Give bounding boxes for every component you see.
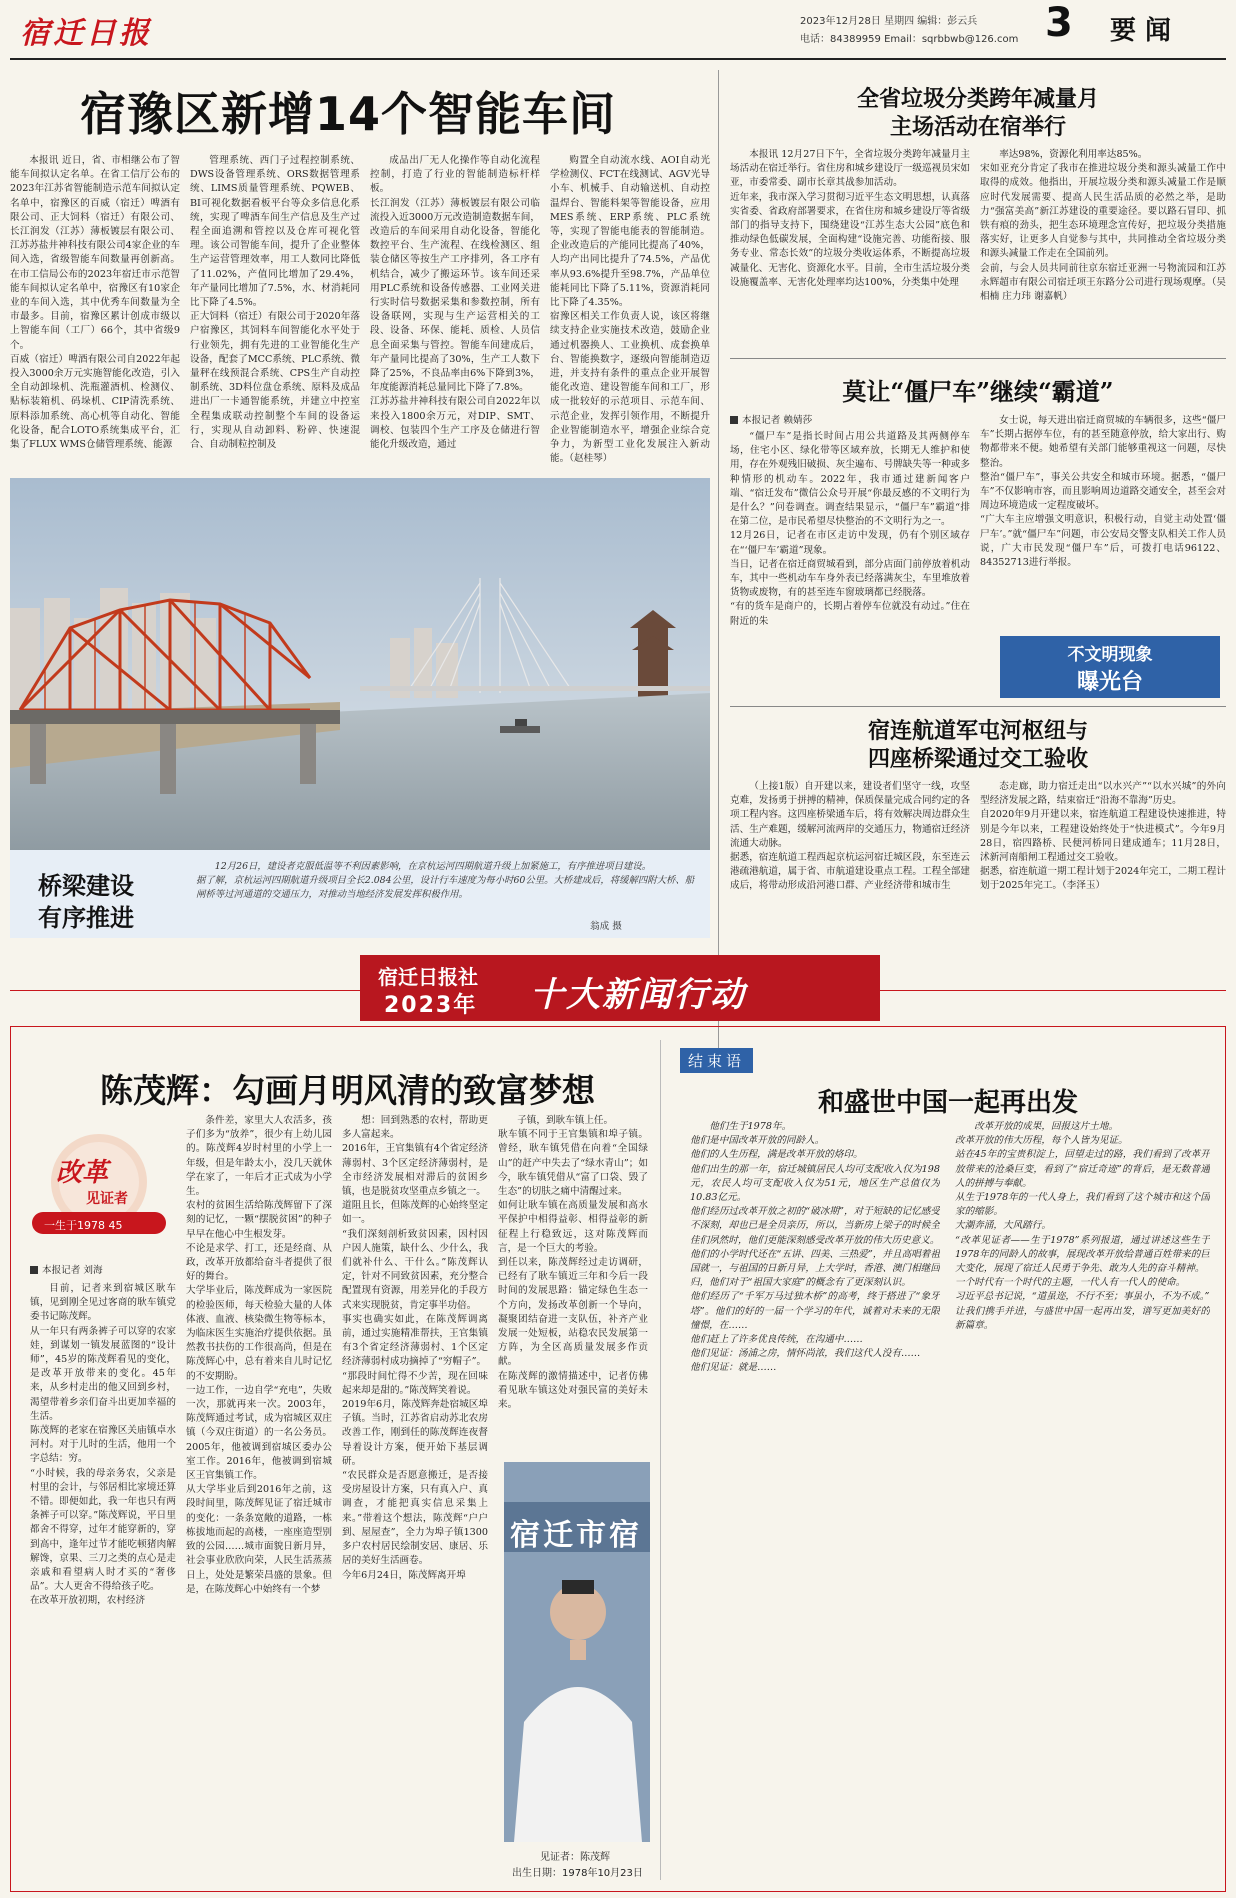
banner-rule-left <box>10 990 360 991</box>
photo-credit: 翁成 摄 <box>590 921 622 932</box>
canal-col-1-text: （上接1版）自开建以来，建设者们坚守一线，攻坚克难，发扬勇于拼搏的精神，保质保量完成合同约定的各项工程内容。这四座桥梁通车后，将有效解决周边群众生活、生产难题，缓解河流两岸的交通压力，物通宿迁经济流通大动脉。 据悉，宿连航道工程西起京杭运河宿迁城区段，东至连云港疏港航道，属于省、市航道建设重点工程。工程全部建成后，将带动形成沿河港口群、产业经济带和城市生 <box>730 781 970 892</box>
trash-col-2-text: 率达98%，资源化利用率达85%。 宋如亚充分肯定了我市在推进垃圾分类和源头减量工作中取得的成效。他指出，开展垃圾分类和源头减量工作是顺应时代发展需要、提高人民生活品质的必然之举，是助力“强富美高”新江苏建设的重要途径。要以路石冒印、抓铁有痕的劲头，把生态环境理念宣传好，把垃圾分类措施落实好，让更多人自觉参与其中，共同推动全省垃圾分类和源头减量工作走在全国前列。 会前，与会人员共同前往京东宿迁亚洲一号物流园和江苏永辉超市有限公司宿迁项王东路分公司进行现场观摩。（吴相楠 庄力玮 谢嘉帆） <box>980 149 1226 303</box>
canal-headline-line2: 四座桥梁通过交工验收 <box>867 746 1088 772</box>
campaign-banner-line2: 2023年 <box>384 993 478 1018</box>
exposure-badge-line2: 曝光台 <box>1076 670 1143 695</box>
campaign-banner-slogan: 十大新闻行动 <box>530 975 746 1015</box>
bottom-divider <box>660 1040 661 1880</box>
chen-portrait <box>504 1462 650 1842</box>
main-right-divider <box>718 70 719 1060</box>
canal-headline-line1: 宿连航道军屯河枢纽与 <box>867 718 1088 744</box>
reform-emblem-year: 一生于1978 45 <box>44 1219 123 1232</box>
trash-col-1 <box>730 148 970 350</box>
canal-col-2 <box>980 780 1226 940</box>
exposure-badge-line1: 不文明现象 <box>1067 645 1153 665</box>
chen-col-4-text: 子镇，到耿车镇上任。 耿车镇不同于王官集镇和埠子镇。曾经，耿车镇凭借在向着“全国绿山”的赶产中失去了“绿水青山”；如今，耿车镇凭借从“富了口袋、毁了生态”的切肤之痛中清醒过来。 如何让耿车镇在高质量发展和高水平保护中相得益彰、相得益彰的新征程上行稳致远，这对陈茂辉而言，是一个巨大的考验。 到任以来，陈茂辉经过走访调研，已经有了耿车镇近三年和今后一段时间的发展思路：锚定绿色生态一个方向，发扬改革创新一个导向，凝聚团结奋进一支队伍，补齐产业发展一处短板，站稳农民发展第一方阵，为全区高质量发展多作贡献。 在陈茂辉的激情描述中，记者仿佛看见耿车镇这处对强民富的美好未来。 <box>498 1115 648 1411</box>
canal-col-1 <box>730 780 970 940</box>
zombie-byline <box>730 412 812 426</box>
reform-emblem <box>30 1130 168 1250</box>
bridge-photo-svg <box>10 478 710 850</box>
main-headline: 宿豫区新增14个智能车间 <box>80 87 617 141</box>
chen-photo-caption-2: 出生日期：1978年10月23日 <box>512 1868 643 1879</box>
photo-story-caption: 12月26日，建设者克服低温等不利因素影响，在京杭运河四期航道升级上加紧施工，有序推进项目建设。 据了解，京杭运河四期航道升级项目全长2.084公里，设计行车速度为每小时60公里。大桥建成后，将缓解四附大桥、船闸桥等过河通道的交通压力，对推动当地经济发展发挥积极作用。 <box>196 861 695 900</box>
chen-col-2-text: 条件差，家里大人农活多，孩子们多为“放养”，很少有上幼儿园的。陈茂辉4岁时村里的小学上一年级，但是年龄太小，没几天就休学在家了，一年后才正式成为小学生。 农村的贫困生活给陈茂辉留下了深刻的记忆，一颗“摆脱贫困”的种子早早在他心中生根发芽。 不论是求学、打工，还是经商、从政，改革开放都给奋斗者提供了很好的舞台。 大学毕业后，陈茂辉成为一家医院的检验医师，每天检验大量的人体体液、血液、核染微生物等标本，为临床医生实施治疗提供依据。虽然教书扶伤的工作很高尚，但是在陈茂辉心中，总有着来自儿时记忆的不安期盼。 一边工作，一边自学“充电”，失败一次，那就再来一次。2003年，陈茂辉通过考试，成为宿城区双庄镇（今双庄街道）的一名公务员。2005年，他被调到宿城区委办公室工作。2016年，他被调到宿城区王官集镇工作。 从大学毕业后到2016年之前，这段时间里，陈茂辉见证了宿迁城市的变化：一条条宽敞的道路，一栋栋拔地而起的高楼，一座座造型别致的公园……城市面貌日新月异，社会事业欣欣向荣，人民生活蒸蒸日上，处处是繁荣昌盛的景象。但是，在陈茂辉心中始终有一个梦 <box>186 1115 332 1595</box>
photo-story-title-line2: 有序推进 <box>38 903 134 932</box>
photo-story-title-line1: 桥梁建设 <box>38 871 134 900</box>
zombie-col-1 <box>730 430 970 700</box>
closing-tag: 结束语 <box>680 1048 753 1073</box>
zombie-headline: 莫让“僵尸车”继续“霸道” <box>842 377 1114 406</box>
masthead-logo: 宿迁日报 <box>20 16 152 51</box>
chen-headline: 陈茂辉：勾画月明风清的致富梦想 <box>100 1071 595 1110</box>
byline-square-icon <box>30 1266 38 1274</box>
trash-col-1-text: 本报讯 12月27日下午，全省垃圾分类跨年减量月主场活动在宿迁举行。省住房和城乡建设厅一级巡视员宋如亚，市委常委、副市长章其战参加活动。 近年来，我市深入学习贯彻习近平生态文明思想，认真落实省委、省政府部署要求，在省住房和城乡建设厅等省级部门的指导支持下，围绕建设“江苏生态大公园”底色和推动绿色低碳发展，全面构建“设施完善、功能衔接、服务专业、常态长效”的垃圾分类收运体系，不断提高垃圾减量化、无害化、资源化水平。目前，全市生活垃圾分类设施覆盖率、无害化处理率均达100%，分类集中处理 <box>730 149 970 288</box>
chen-byline-text: 本报记者 刘海 <box>42 1265 103 1276</box>
zombie-col-2-text: 女士说，每天进出宿迁商贸城的车辆很多，这些“僵尸车”长期占据停车位，有的甚至随意停放，给大家出行、购物都带来不便。她希望有关部门能够重视这一问题，尽快整治。 整治“僵尸车”，事关公共安全和城市环境。据悉，“僵尸车”不仅影响市容，而且影响周边道路交通安全，甚至会对周边环境造成一定程度破坏。 “广大车主应增强文明意识，积极行动，自觉主动处置‘僵尸车’。”就“僵尸车”问题，市公安局交警支队相关工作人员说，广大市民发现“僵尸车”后，可拨打电话96122、84352713进行举报。 <box>980 415 1226 569</box>
zombie-col-1-text: “僵尸车”是指长时间占用公共道路及其两侧停车场，住宅小区、绿化带等区域弃放，长期无人维护和使用，存在外观残旧破损、灰尘遍布、号牌缺失等一种或多种情形的机动车。2022年，我市通过建新闻客户端、“宿迁发布”微信公众号开展“你最反感的不文明行为是什么？”问卷调查。调查结果显示，“僵尸车”霸道“排在第二位，是市民希望尽快整治的不文明行为之一。 12月26日，记者在市区走访中发现，仍有个别区域存在“‘僵尸车’霸道”现象。 当日，记者在宿迁商贸城看到，部分店面门前停放着机动车，其中一些机动车车身外表已经落满灰尘，车里堆放着货物或废物，有的甚至连车窗玻璃都已经脱落。 “有的货车是商户的，长期占着停车位就没有动过。”住在附近的朱 <box>730 431 970 627</box>
closing-col-1 <box>690 1120 940 1882</box>
zombie-byline-text: 本报记者 赖婧莎 <box>742 415 813 426</box>
main-story-col-4 <box>550 154 710 464</box>
exposure-badge <box>1000 636 1220 698</box>
masthead-date: 2023年12月28日 星期四 编辑：彭云兵 <box>800 16 978 27</box>
main-story-col-3 <box>370 154 540 464</box>
byline-square-icon <box>730 416 738 424</box>
chen-byline <box>30 1262 103 1276</box>
main-story-col-1 <box>10 154 180 464</box>
masthead <box>0 0 1236 62</box>
closing-headline: 和盛世中国一起再出发 <box>817 1088 1078 1118</box>
chen-photo-caption-1: 见证者：陈茂辉 <box>540 1852 610 1863</box>
banner-rule-right <box>880 990 1226 991</box>
zombie-bottom-rule <box>730 706 1226 707</box>
main-story-col-2 <box>190 154 360 464</box>
chen-col-3-text: 想：回到熟悉的农村，帮助更多人富起来。 2016年，王官集镇有4个省定经济薄弱村、3个区定经济薄弱村，是全市经济发展相对滞后的贫困乡镇，也是脱贫攻坚重点乡镇之一。 道阻且长，但陈茂辉的心始终坚定如一。 “我们深刻剖析致贫因素，因村因户因人施策，缺什么、少什么，我们就补什么、干什么。”陈茂辉认定，针对不同致贫因素，充分整合配置现有资源，用差异化的手段方式来实现脱贫，肯定事半功倍。 事实也确实如此，在陈茂辉调离前，通过实施精准帮扶，王官集镇有3个省定经济薄弱村、1个区定经济薄弱村成功摘掉了“穷帽子”。 “那段时间忙得不少苦，现在回味起来却是甜的。”陈茂辉笑着说。 2019年6月，陈茂辉奔赴宿城区埠子镇。当时，江苏省启动苏北农房改善工作，刚到任的陈茂辉连夜督导着设计方案，便开始下基层调研。 “农民群众是否愿意搬迁，是否接受房屋设计方案，只有真入户、真调查，才能把真实信息采集上来。”带着这个想法，陈茂辉“户户到、屋屋查”，全力为埠子镇1300多户农村居民绘制安居、康居、乐居的美好生活画卷。 今年6月24日，陈茂辉离开埠 <box>342 1115 488 1581</box>
trash-headline-line2: 主场活动在宿举行 <box>889 114 1066 140</box>
main-story-col-1-text: 本报讯 近日，省、市相继公布了智能车间拟认定名单。在省工信厅公布的2023年江苏省智能制造示范车间拟认定名单中，宿豫区的百威（宿迁）啤酒有限公司、正大饲料（宿迁）有限公司、长江润发（江苏）薄板镀层有限公司、江苏苏盐井神科技有限公司4家企业的车间入选，省级智能车间数量再创新高。在市工信局公布的2023年宿迁市示范智能车间拟认定名单中，宿豫区有10家企业的车间入选，其中优秀车间数量为全市最多。目前，宿豫区累计创成市级以上智能车间（工厂）66个，其中省级9个。 百威（宿迁）啤酒有限公司自2022年起投入3000余万元实施智能化改造，引入全自动卸垛机、洗瓶灌酒机、检测仪、贴标装箱机、码垛机、CIP清洗系统、原料添加系统、高心机等自动化、智能化设备，配合LOTO系统集成平台，汇集了FLUX WMS仓储管理系统、能源 <box>10 155 180 451</box>
reform-emblem-sub: 见证者 <box>86 1191 128 1207</box>
campaign-banner-line1: 宿迁日报社 <box>378 965 478 989</box>
chen-col-1 <box>30 1282 176 1882</box>
chen-portrait-sign: 宿迁市宿 <box>510 1518 642 1553</box>
section-title: 要 闻 <box>1110 16 1172 46</box>
chen-col-3 <box>342 1114 488 1882</box>
chen-col-1-text: 目前，记者来到宿城区耿车镇，见到刚全见过客商的耿车镇党委书记陈茂辉。 从一年只有两条裤子可以穿的农家娃，到谋划一镇发展蓝图的“设计师”，45岁的陈茂辉看见的变化，是改革开放带来的变化。45年来，从乡村走出的他又回到乡村，渴望带着乡亲们奋斗出更加幸福的生活。 陈茂辉的老家在宿豫区关庙镇卓水河村。对于儿时的生活，他用一个字总结：穷。 “小时候，我的母亲务农，父亲是村里的会计，与邻居相比家境还算不错。即便如此，我一年也只有两条裤子可以穿。”陈茂辉说，平日里都舍不得穿，过年才能穿新的，穿到高中，逢年过节才能吃顿猪肉解解馋，京果、三刀之类的点心是走亲戚和看望病人时才买的“奢侈品”。大人更舍不得给孩子吃。 在改革开放初期，农村经济 <box>30 1283 176 1607</box>
bridge-photo <box>10 478 710 850</box>
reform-emblem-title: 改革 <box>56 1158 109 1188</box>
main-story-col-2-text: 管理系统、西门子过程控制系统、DWS设备管理系统、ORS数据管理系统、LIMS质量管理系统、PQWEB、BI可视化数据看板平台等众多信息化系统，实现了啤酒车间生产信息及生产过程全面追溯和管控以及仓库可视化管理。该公司智能车间，提升了企业整体生产运营管理效率，用工人数同比降低了11.02%，产值同比增加了29.4%，年产量同比增加了7.5%，水、材消耗同比下降了4.5%。 正大饲料（宿迁）有限公司于2020年落户宿豫区，其饲料车间智能化水平处于行业领先，拥有先进的工业智能化生产设备，配套了MCC系统、PLC系统、微量秤在线预混合系统、CPS生产自动控制系统、3D料位盘仓系统、原料及成品进出厂一卡通智能系统，并建立中控室全程集成联动控制整个车间的设备运行，实现从自动卸料、粉碎、快速混合、自动制粒控制及 <box>190 155 360 451</box>
trash-headline-line1: 全省垃圾分类跨年减量月 <box>856 86 1099 112</box>
campaign-banner <box>360 955 880 1021</box>
canal-col-2-text: 态走廊，助力宿迁走出“以水兴产”“以水兴城”的外向型经济发展之路，结束宿迁“沿海不靠海”历史。 自2020年9月开建以来，宿连航道工程建设快速推进，特别是今年以来，工程建设始终处于“快进模式”。今年9月28日，宿四路桥、民便河桥同日建成通车；11月28日，沭新河南船闸工程通过交工验收。 据悉，宿连航道一期工程计划于2024年完工，二期工程计划于2025年完工。（李泽玉） <box>980 781 1226 892</box>
page-number: 3 <box>1045 0 1073 46</box>
zombie-col-2 <box>980 414 1226 634</box>
closing-col-2-text: 改革开放的成果，回报这片土地。 改革开放的伟大历程，每个人皆为见证。 站在45年的宝贵积淀上，回望走过的路，我们看到了改革开放带来的沧桑巨变，看到了“宿迁奇迹”的背后，是无数普通人的拼搏与奉献。 从生于1978年的一代人身上，我们看到了这个城市和这个国家的缩影。 大潮奔涌，大风踏行。 “改革见证者——生于1978”系列报道，通过讲述这些生于1978年的同龄人的故事，展现改革开放给普通百姓带来的巨大变化，展现了宿迁人民勇于争先、敢为人先的奋斗精神。 一个时代有一个时代的主题，一代人有一代人的使命。 习近平总书记说，“道虽迩，不行不至；事虽小，不为不成。” 让我们携手并进，与盛世中国一起再出发，谱写更加美好的新篇章。 <box>955 1121 1210 1331</box>
closing-col-1-text: 他们生于1978年。 他们是中国改革开放的同龄人。 他们的人生历程，满是改革开放的烙印。 他们出生的那一年，宿迁城镇居民人均可支配收入仅为198元，农民人均可支配收入仅为51元，地区生产总值仅为10.83亿元。 他们经历过改革开放之初的“破冰期”，对于短缺的记忆感受不深刻，却也已是全员亲历，所以，当新房上梁子的时候全佳们夙然时，他们更能深刻感受改革开放的伟大历史意义。 他们的小学时代还在“五讲、四美、三热爱”，并且高唱着祖国就一，与祖国的日新月异，上大学时，香港、澳门相继回归，他们对于“祖国大家庭”的概念有了更深刻认识。 他们经历了“千军万马过独木桥”的高考，终于搭进了“象牙塔”。他们的好的一届一个学习的年代，诚着对未来的无限憧憬，在…… 他们赶上了许多优良传统，在沟通中…… 他们见证：汤浦之房，情怀尚浓，我们这代人没有…… 他们见证：就是…… <box>690 1121 940 1374</box>
chen-col-2 <box>186 1114 332 1882</box>
trash-col-2 <box>980 148 1226 350</box>
chen-col-4 <box>498 1114 648 1454</box>
trash-bottom-rule <box>730 358 1226 359</box>
main-story-col-4-text: 购置全自动流水线、AOI自动光学检测仪、FCT在线测试、AGV光导小车、机械手、自动输送机、自动控温焊台、智能料架等智能设备，应用MES系统、ERP系统、PLC系统等，实现了智能电能表的智能制造。企业改造后的产能同比提高了40%，人均产出同比提升了74.5%，产品优率从93.6%提升至98.7%，产品单位能耗同比下降了5.11%，资源消耗同比下降了4.35%。 宿豫区相关工作负责人说，该区将继续支持企业实施技术改造，鼓励企业通过机器换人、工业换机、成套换单台、智能换数字，逐级向智能制造迈进，并支持有条件的重点企业开展智能化改造、建设智能车间和工厂，形成一批较好的示范项目、示范车间、示范企业，发挥引领作用，不断提升企业智能制造水平，增强企业综合竞争力，为新型工业化发展注入新动能。（赵桂琴） <box>550 155 710 464</box>
masthead-rule <box>10 58 1226 60</box>
masthead-contact: 电话：84389959 Email：sqrbbwb@126.com <box>800 34 1019 45</box>
closing-col-2 <box>955 1120 1210 1882</box>
main-story-col-3-text: 成品出厂无人化操作等自动化流程控制，打造了行业的智能制造标杆样板。 长江润发（江苏）薄板镀层有限公司临流投入近3000万元改造制造数据车间，改造后的车间采用自动化设备，智能化数控平台、生产流程、在线检测区、组装仓储区等按生产工序排列，各工序有机结合，减少了搬运环节。该车间还采用PLC系统和设备传感器、工业网关进行实时信号数据采集和参数控制，所有设备联网，实现与生产运营相关的工段、设备、环保、能耗、质检、人员信息全面采集与管控。智能车间建成后，年产量同比提高了30%，生产工人数下降了25%，不良品率由6%下降到3%，年度能源消耗总量同比下降了7.8%。 江苏苏盐井神科技有限公司自2022年以来投入1800余万元，对DIP、SMT、调校、包装四个生产工序及仓储进行智能化升级改造，通过 <box>370 155 540 451</box>
